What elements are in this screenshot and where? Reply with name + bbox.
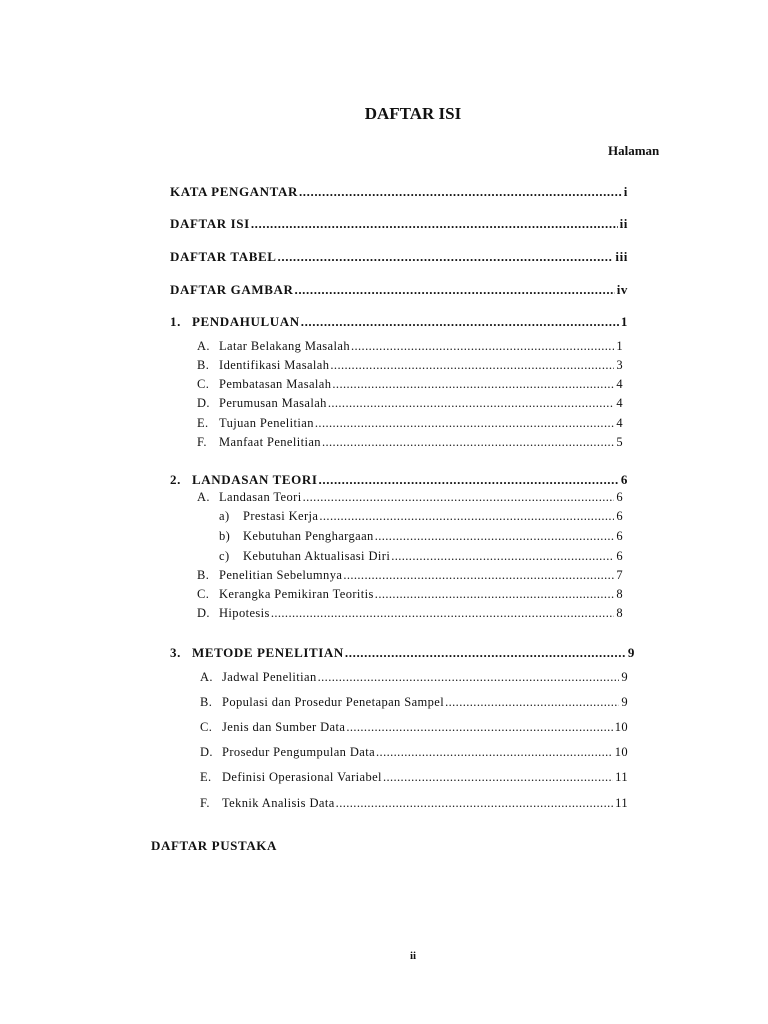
chapter-title [170, 645, 344, 661]
leader-dots [391, 549, 614, 564]
subentry-label: Populasi dan Prosedur Penetapan Sampel [222, 695, 445, 709]
leader-dots [343, 568, 614, 583]
subentry-number: C. [200, 720, 213, 734]
chapter-label: METODE PENELITIAN [192, 645, 344, 660]
chapter-page: 1 [620, 314, 628, 329]
toc-subentry [219, 549, 623, 564]
toc-chapter [170, 645, 635, 661]
leader-dots [299, 184, 622, 200]
page-number: ii [409, 950, 417, 962]
chapter-number: 2. [170, 472, 181, 487]
page-title: DAFTAR ISI [364, 104, 462, 123]
subentry-number: E. [197, 416, 209, 430]
leader-dots [375, 529, 615, 544]
toc-entry [170, 184, 628, 200]
subentry-page: 8 [616, 587, 623, 601]
subentry-label: Kebutuhan Aktualisasi Diri [243, 549, 391, 563]
subentry-number: A. [197, 490, 210, 504]
leader-dots [322, 435, 614, 450]
leader-dots [319, 509, 614, 524]
subentry-page: 4 [616, 416, 623, 430]
toc-entry-page: ii [619, 216, 628, 231]
subentry-number: B. [200, 695, 213, 709]
toc-subentry [197, 587, 623, 602]
subentry-label: Penelitian Sebelumnya [219, 568, 343, 582]
subentry-label: Manfaat Penelitian [219, 435, 321, 449]
toc-subentry [197, 490, 623, 505]
toc-subentry [200, 695, 628, 710]
leader-dots [303, 490, 615, 505]
subentry-number: C. [197, 377, 210, 391]
subentry-label: Tujuan Penelitian [219, 416, 314, 430]
toc-subentry [200, 745, 628, 760]
toc-entry-page: iii [615, 249, 628, 264]
toc-subentry [197, 339, 623, 354]
chapter-title [170, 472, 318, 488]
toc-subentry [219, 509, 623, 524]
subentry-number: D. [197, 606, 210, 620]
subentry-page: 11 [615, 770, 628, 784]
subentry-number: c) [219, 549, 230, 563]
leader-dots [294, 282, 614, 298]
subentry-page: 9 [621, 695, 628, 709]
subentry-number: a) [219, 509, 230, 523]
toc-entry-label: KATA PENGANTAR [170, 184, 298, 199]
leader-dots [345, 645, 626, 661]
subentry-number: E. [200, 770, 212, 784]
subentry-label: Landasan Teori [219, 490, 302, 504]
subentry-label: Prosedur Pengumpulan Data [222, 745, 376, 759]
subentry-label: Jadwal Penelitian [222, 670, 317, 684]
subentry-number: B. [197, 568, 210, 582]
toc-subentry [197, 377, 623, 392]
subentry-label: Identifikasi Masalah [219, 358, 330, 372]
leader-dots [271, 606, 615, 621]
toc-chapter [170, 472, 628, 488]
toc-subentry [197, 435, 623, 450]
toc-subentry [197, 358, 623, 373]
subentry-label: Definisi Operasional Variabel [222, 770, 382, 784]
chapter-label: PENDAHULUAN [192, 314, 300, 329]
subentry-label: Teknik Analisis Data [222, 796, 335, 810]
leader-dots [315, 416, 614, 431]
toc-subentry [197, 606, 623, 621]
subentry-number: b) [219, 529, 231, 543]
chapter-label: LANDASAN TEORI [192, 472, 318, 487]
subentry-page: 1 [616, 339, 623, 353]
subentry-number: A. [197, 339, 210, 353]
leader-dots [346, 720, 612, 735]
subentry-label: Kerangka Pemikiran Teoritis [219, 587, 374, 601]
leader-dots [336, 796, 613, 811]
subentry-page: 4 [616, 377, 623, 391]
subentry-number: F. [197, 435, 207, 449]
subentry-number: A. [200, 670, 213, 684]
chapter-page: 9 [627, 645, 635, 660]
subentry-page: 11 [615, 796, 628, 810]
chapter-page: 6 [620, 472, 628, 487]
subentry-number: B. [197, 358, 210, 372]
subentry-page: 10 [614, 720, 628, 734]
subentry-page: 10 [614, 745, 628, 759]
toc-entry-label: DAFTAR ISI [170, 216, 250, 231]
subentry-label: Kebutuhan Penghargaan [243, 529, 374, 543]
subentry-label: Hipotesis [219, 606, 270, 620]
chapter-number: 3. [170, 645, 181, 660]
subentry-number: D. [197, 396, 210, 410]
subentry-page: 7 [616, 568, 623, 582]
toc-entry-page: i [623, 184, 628, 199]
subentry-label: Latar Belakang Masalah [219, 339, 350, 353]
toc-entry-label: DAFTAR GAMBAR [170, 282, 294, 297]
leader-dots [445, 695, 619, 710]
subentry-label: Jenis dan Sumber Data [222, 720, 346, 734]
leader-dots [376, 745, 613, 760]
subentry-page: 5 [616, 435, 623, 449]
toc-subentry [200, 720, 628, 735]
toc-entry-page: iv [616, 282, 628, 297]
leader-dots [351, 339, 614, 354]
leader-dots [375, 587, 615, 602]
subentry-number: D. [200, 745, 213, 759]
leader-dots [301, 314, 619, 330]
leader-dots [319, 472, 619, 488]
chapter-title [170, 314, 300, 330]
subentry-page: 4 [616, 396, 623, 410]
halaman-label: Halaman [608, 143, 660, 158]
subentry-label: Perumusan Masalah [219, 396, 327, 410]
toc-subentry [197, 568, 623, 583]
subentry-number: F. [200, 796, 210, 810]
subentry-page: 9 [621, 670, 628, 684]
subentry-page: 3 [616, 358, 623, 372]
subentry-label: Prestasi Kerja [243, 509, 319, 523]
toc-chapter [170, 314, 628, 330]
toc-entry-label: DAFTAR TABEL [170, 249, 277, 264]
daftar-pustaka-heading: DAFTAR PUSTAKA [151, 838, 278, 853]
subentry-page: 6 [616, 490, 623, 504]
chapter-number: 1. [170, 314, 181, 329]
subentry-label: Pembatasan Masalah [219, 377, 332, 391]
leader-dots [330, 358, 614, 373]
leader-dots [383, 770, 613, 785]
toc-entry [170, 282, 628, 298]
toc-subentry [219, 529, 623, 544]
toc-subentry [200, 670, 628, 685]
leader-dots [318, 670, 620, 685]
leader-dots [332, 377, 614, 392]
leader-dots [328, 396, 615, 411]
subentry-page: 8 [616, 606, 623, 620]
toc-entry [170, 249, 628, 265]
toc-subentry [200, 796, 628, 811]
toc-subentry [200, 770, 628, 785]
subentry-number: C. [197, 587, 210, 601]
toc-entry [170, 216, 628, 232]
subentry-page: 6 [616, 529, 623, 543]
leader-dots [251, 216, 618, 232]
toc-subentry [197, 396, 623, 411]
subentry-page: 6 [616, 549, 623, 563]
toc-subentry [197, 416, 623, 431]
leader-dots [278, 249, 614, 265]
subentry-page: 6 [616, 509, 623, 523]
